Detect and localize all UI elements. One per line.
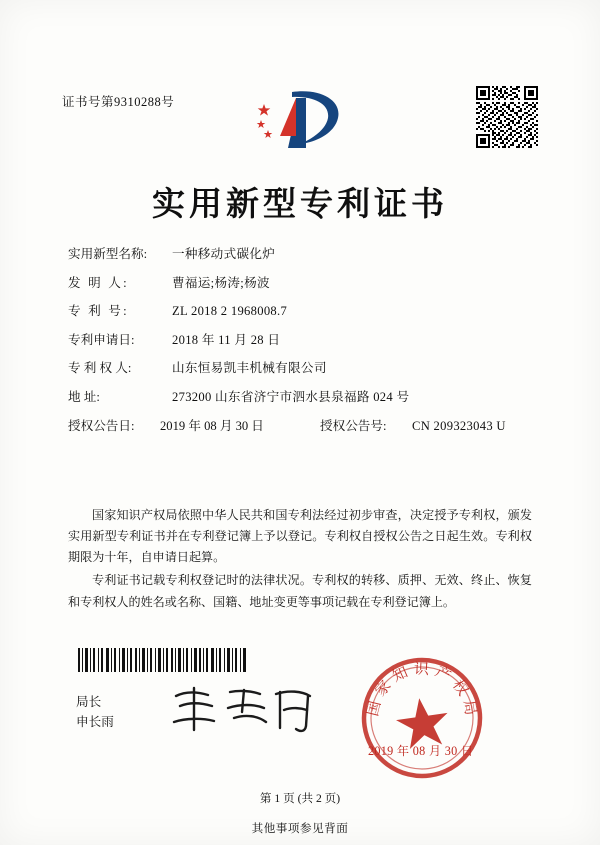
qr-code [476, 86, 538, 148]
field-label: 发 明 人: [68, 275, 129, 290]
field-row-patentee [68, 362, 538, 375]
legal-text-block [68, 505, 532, 615]
field-value: 2018 年 11 月 28 日 [172, 332, 281, 347]
field-label: 专利申请日: [68, 332, 135, 347]
director-title-label: 局长 [76, 695, 102, 709]
cnipa-logo-icon [252, 84, 348, 156]
legal-paragraph-1: 国家知识产权局依照中华人民共和国专利法经过初步审查，决定授予专利权，颁发实用新型专利证书并在专利登记簿上予以登记。专利权自授权公告之日起生效。专利权期限为十年，自申请日起算。 [68, 508, 532, 565]
seal-date: 2019 年 08 月 30 日 [368, 744, 474, 758]
field-row-grant-announcement [68, 420, 538, 433]
footer-note: 其他事项参见背面 [251, 822, 349, 835]
field-label: 实用新型名称: [68, 247, 148, 261]
field-value: ZL 2018 2 1968008.7 [172, 304, 288, 319]
official-seal [352, 648, 492, 788]
field-value: 273200 山东省济宁市泗水县泉福路 024 号 [172, 389, 410, 404]
director-name: 申长雨 [76, 714, 114, 729]
field-label: 地 址: [68, 389, 100, 404]
handwritten-signature [168, 682, 318, 738]
field-value: 山东恒易凯丰机械有限公司 [172, 361, 327, 376]
field-row-inventors [68, 277, 538, 290]
field-row-address [68, 391, 538, 404]
barcode [78, 648, 248, 672]
field-value: 曹福运;杨涛;杨波 [172, 275, 270, 290]
page-number: 第 1 页 (共 2 页) [259, 792, 341, 805]
field-label-grant-date: 授权公告日: [68, 418, 135, 433]
field-row-utility-model-name [68, 248, 538, 261]
svg-text:国家知识产权局: 国家知识产权局 [365, 661, 479, 722]
field-value-grant-date: 2019 年 08 月 30 日 [160, 418, 264, 433]
field-row-application-date [68, 334, 538, 347]
field-row-patent-number [68, 305, 538, 318]
page-title: 实用新型专利证书 [152, 187, 448, 223]
field-label: 专 利 权 人: [68, 361, 132, 376]
field-label-grant-number: 授权公告号: [320, 418, 387, 433]
field-label: 专 利 号: [68, 304, 129, 319]
legal-paragraph-2: 专利证书记载专利权登记时的法律状况。专利权的转移、质押、无效、终止、恢复和专利权人的姓名或名称、国籍、地址变更等事项记载在专利登记簿上。 [68, 573, 532, 609]
certificate-number: 证书号第9310288号 [62, 95, 175, 109]
field-list [68, 248, 538, 448]
field-value: 一种移动式碳化炉 [172, 247, 276, 261]
director-signature-block [76, 693, 114, 732]
field-value-grant-number: CN 209323043 U [412, 418, 506, 433]
